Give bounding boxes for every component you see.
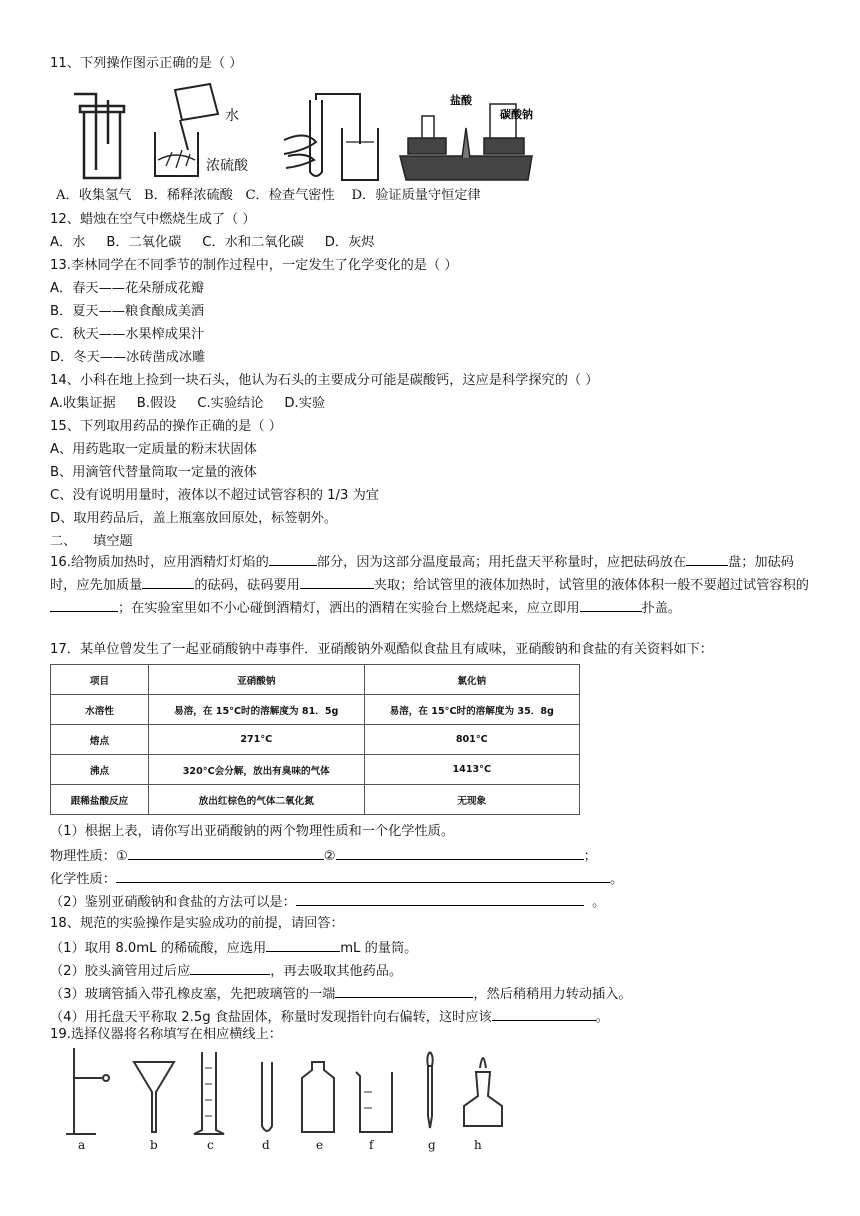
- q13-option-a: A．春天——花朵掰成花瓣: [50, 281, 205, 296]
- q18-blank-3[interactable]: [335, 983, 473, 998]
- q18-s4-end: 。: [595, 1010, 609, 1025]
- comparison-table: [50, 664, 580, 815]
- apparatus-label-e: e: [316, 1138, 324, 1152]
- dropper-icon: [427, 1052, 432, 1128]
- q16-blank-4[interactable]: [300, 574, 374, 589]
- q15-option-d: D、取用药品后，盖上瓶塞放回原处，标签朝外。: [50, 511, 338, 526]
- q16-blank-1[interactable]: [269, 551, 317, 566]
- q11-option-a: A．收集氢气: [56, 188, 132, 203]
- q16-text-3: 盘；加砝码时，应先加质量: [50, 555, 794, 593]
- table-row: [51, 755, 580, 785]
- section-heading: 二、 填空题: [50, 534, 133, 549]
- q16-text-6: ；在实验室里如不小心碰倒酒精灯，洒出的酒精在实验台上燃烧起来，应立即用: [118, 601, 580, 616]
- phys-mid: ②: [323, 849, 336, 864]
- table-row: [51, 725, 580, 755]
- table-cell: 801°C: [364, 725, 580, 755]
- q17-sub2: （2）鉴别亚硝酸钠和食盐的方法可以是：: [50, 895, 296, 910]
- apparatus-figure: [56, 1044, 516, 1138]
- q18-s2-end: ，再去吸取其他药品。: [270, 964, 403, 979]
- q16-text-1: 16.给物质加热时，应用酒精灯灯焰的: [50, 555, 269, 570]
- table-row: [51, 695, 580, 725]
- q17-sub2-end: 。: [592, 895, 606, 910]
- q11-figure: [70, 80, 550, 184]
- q17-sub1: （1）根据上表，请你写出亚硝酸钠的两个物理性质和一个化学性质。: [50, 824, 455, 839]
- phys-blank-2[interactable]: [336, 845, 584, 860]
- q17-chemical-line: [50, 868, 623, 890]
- fig-label-hcl: 盐酸: [450, 94, 472, 107]
- q14-stem: 14、小科在地上捡到一块石头，他认为石头的主要成分可能是碳酸钙，这应是科学探究的（ ）: [50, 373, 599, 388]
- phys-label: 物理性质：①: [50, 849, 128, 864]
- apparatus-label-f: f: [369, 1138, 374, 1152]
- table-cell: 易溶，在 15°C时的溶解度为 35．8g: [364, 695, 580, 725]
- q16-paragraph: [50, 551, 810, 620]
- table-cell: 无现象: [364, 785, 580, 815]
- q18-blank-4[interactable]: [492, 1006, 596, 1021]
- q17-stem: 17．某单位曾发生了一起亚硝酸钠中毒事件．亚硝酸钠外观酷似食盐且有咸味，亚硝酸钠和食盐的有关资料如下：: [50, 642, 713, 657]
- fig-label-na2co3: 碳酸钠: [500, 108, 533, 121]
- chem-label: 化学性质：: [50, 872, 116, 887]
- q16-blank-5[interactable]: [50, 597, 118, 612]
- q18-s3-text: （3）玻璃管插入带孔橡皮塞，先把玻璃管的一端: [50, 987, 336, 1002]
- table-cell: 跟稀盐酸反应: [51, 785, 149, 815]
- table-cell: 易溶，在 15°C时的溶解度为 81．5g: [149, 695, 365, 725]
- q18-stem: 18、规范的实验操作是实验成功的前提，请回答：: [50, 916, 344, 931]
- q11-options: [56, 184, 481, 203]
- apparatus-label-c: c: [207, 1138, 214, 1152]
- q18-line-2: [50, 960, 402, 982]
- phys-blank-1[interactable]: [128, 845, 324, 860]
- q11-option-d: D．验证质量守恒定律: [351, 188, 481, 203]
- identify-blank[interactable]: [296, 891, 584, 906]
- table-cell: 沸点: [51, 755, 149, 785]
- table-cell: 271°C: [149, 725, 365, 755]
- table-header-cell: 项目: [51, 665, 149, 695]
- q17-physical-line: [50, 845, 597, 867]
- q15-option-a: A、用药匙取一定质量的粉末状固体: [50, 442, 257, 457]
- beaker-icon: [356, 1072, 392, 1132]
- table-header-row: [51, 665, 580, 695]
- alcohol-lamp-icon: [464, 1058, 502, 1126]
- q15-stem: 15、下列取用药品的操作正确的是（ ）: [50, 419, 282, 434]
- q15-option-b: B、用滴管代替量筒取一定量的液体: [50, 465, 257, 480]
- q17-sub2-line: [50, 891, 605, 913]
- q18-s1-text: （1）取用 8.0mL 的稀硫酸，应选用: [50, 941, 267, 956]
- apparatus-label-g: g: [428, 1138, 436, 1152]
- q18-s3-end: ，然后稍稍用力转动插入。: [473, 987, 632, 1002]
- q18-s1-end: mL 的量筒。: [340, 941, 418, 956]
- q12-stem: 12、蜡烛在空气中燃烧生成了（ ）: [50, 212, 256, 227]
- q18-blank-1[interactable]: [266, 937, 340, 952]
- q16-blank-2[interactable]: [686, 551, 728, 566]
- q11-option-c: C．检查气密性: [245, 188, 335, 203]
- apparatus-label-b: b: [150, 1138, 158, 1152]
- phys-end: ；: [583, 849, 597, 864]
- q18-line-1: [50, 937, 417, 959]
- q13-option-c: C．秋天——水果榨成果汁: [50, 327, 205, 342]
- chem-end: 。: [609, 872, 624, 887]
- fig-label-acid: 浓硫酸: [206, 158, 248, 174]
- reagent-bottle-icon: [302, 1062, 334, 1132]
- funnel-icon: [134, 1062, 174, 1132]
- table-cell: 1413°C: [364, 755, 580, 785]
- q12-options: A．水 B．二氧化碳 C．水和二氧化碳 D．灰烬: [50, 235, 375, 250]
- q16-text-5: 夹取；给试管里的液体加热时，试管里的液体体积一般不要超过试管容积的: [373, 578, 809, 593]
- test-tube-icon: [262, 1062, 272, 1131]
- q13-option-b: B．夏天——粮食酿成美酒: [50, 304, 205, 319]
- q16-blank-3[interactable]: [142, 574, 194, 589]
- apparatus-label-h: h: [474, 1138, 482, 1152]
- q13-option-d: D．冬天——冰砖凿成冰雕: [50, 350, 206, 365]
- table-cell: 放出红棕色的气体二氧化氮: [149, 785, 365, 815]
- graduated-cylinder-icon: [194, 1052, 224, 1134]
- table-cell: 水溶性: [51, 695, 149, 725]
- table-header-cell: 氯化钠: [364, 665, 580, 695]
- q16-text-4: 的砝码，砝码要用: [194, 578, 300, 593]
- table-cell: 熔点: [51, 725, 149, 755]
- q19-stem: 19.选择仪器将名称填写在相应横线上：: [50, 1027, 282, 1042]
- q11-stem: 11、下列操作图示正确的是（ ）: [50, 56, 243, 71]
- apparatus-label-a: a: [78, 1138, 86, 1152]
- table-cell: 320°C会分解，放出有臭味的气体: [149, 755, 365, 785]
- apparatus-label-d: d: [262, 1138, 270, 1152]
- q18-blank-2[interactable]: [190, 960, 270, 975]
- q14-options: A.收集证据 B.假设 C.实验结论 D.实验: [50, 396, 326, 411]
- gas-bottle-icon: [74, 94, 124, 178]
- iron-stand-icon: [66, 1048, 109, 1134]
- table-header-cell: 亚硝酸钠: [149, 665, 365, 695]
- q16-blank-6[interactable]: [580, 597, 642, 612]
- q13-stem: 13.李林同学在不同季节的制作过程中，一定发生了化学变化的是（ ）: [50, 258, 458, 273]
- q18-s4-text: （4）用托盘天平称取 2.5g 食盐固体，称量时发现指针向右偏转，这时应该: [50, 1010, 492, 1025]
- q15-option-c: C、没有说明用量时，液体以不超过试管容积的 1/3 为宜: [50, 488, 379, 503]
- fig-label-water: 水: [225, 108, 239, 124]
- q11-option-b: B．稀释浓硫酸: [144, 188, 233, 203]
- q16-text-2: 部分，因为这部分温度最高；用托盘天平称量时，应把砝码放在: [316, 555, 687, 570]
- chem-blank[interactable]: [116, 868, 610, 883]
- test-tube-hand-icon: [284, 94, 378, 180]
- q16-text-7: 扑盖。: [641, 601, 682, 616]
- table-row: [51, 785, 580, 815]
- q18-line-3: [50, 983, 632, 1005]
- q18-s2-text: （2）胶头滴管用过后应: [50, 964, 191, 979]
